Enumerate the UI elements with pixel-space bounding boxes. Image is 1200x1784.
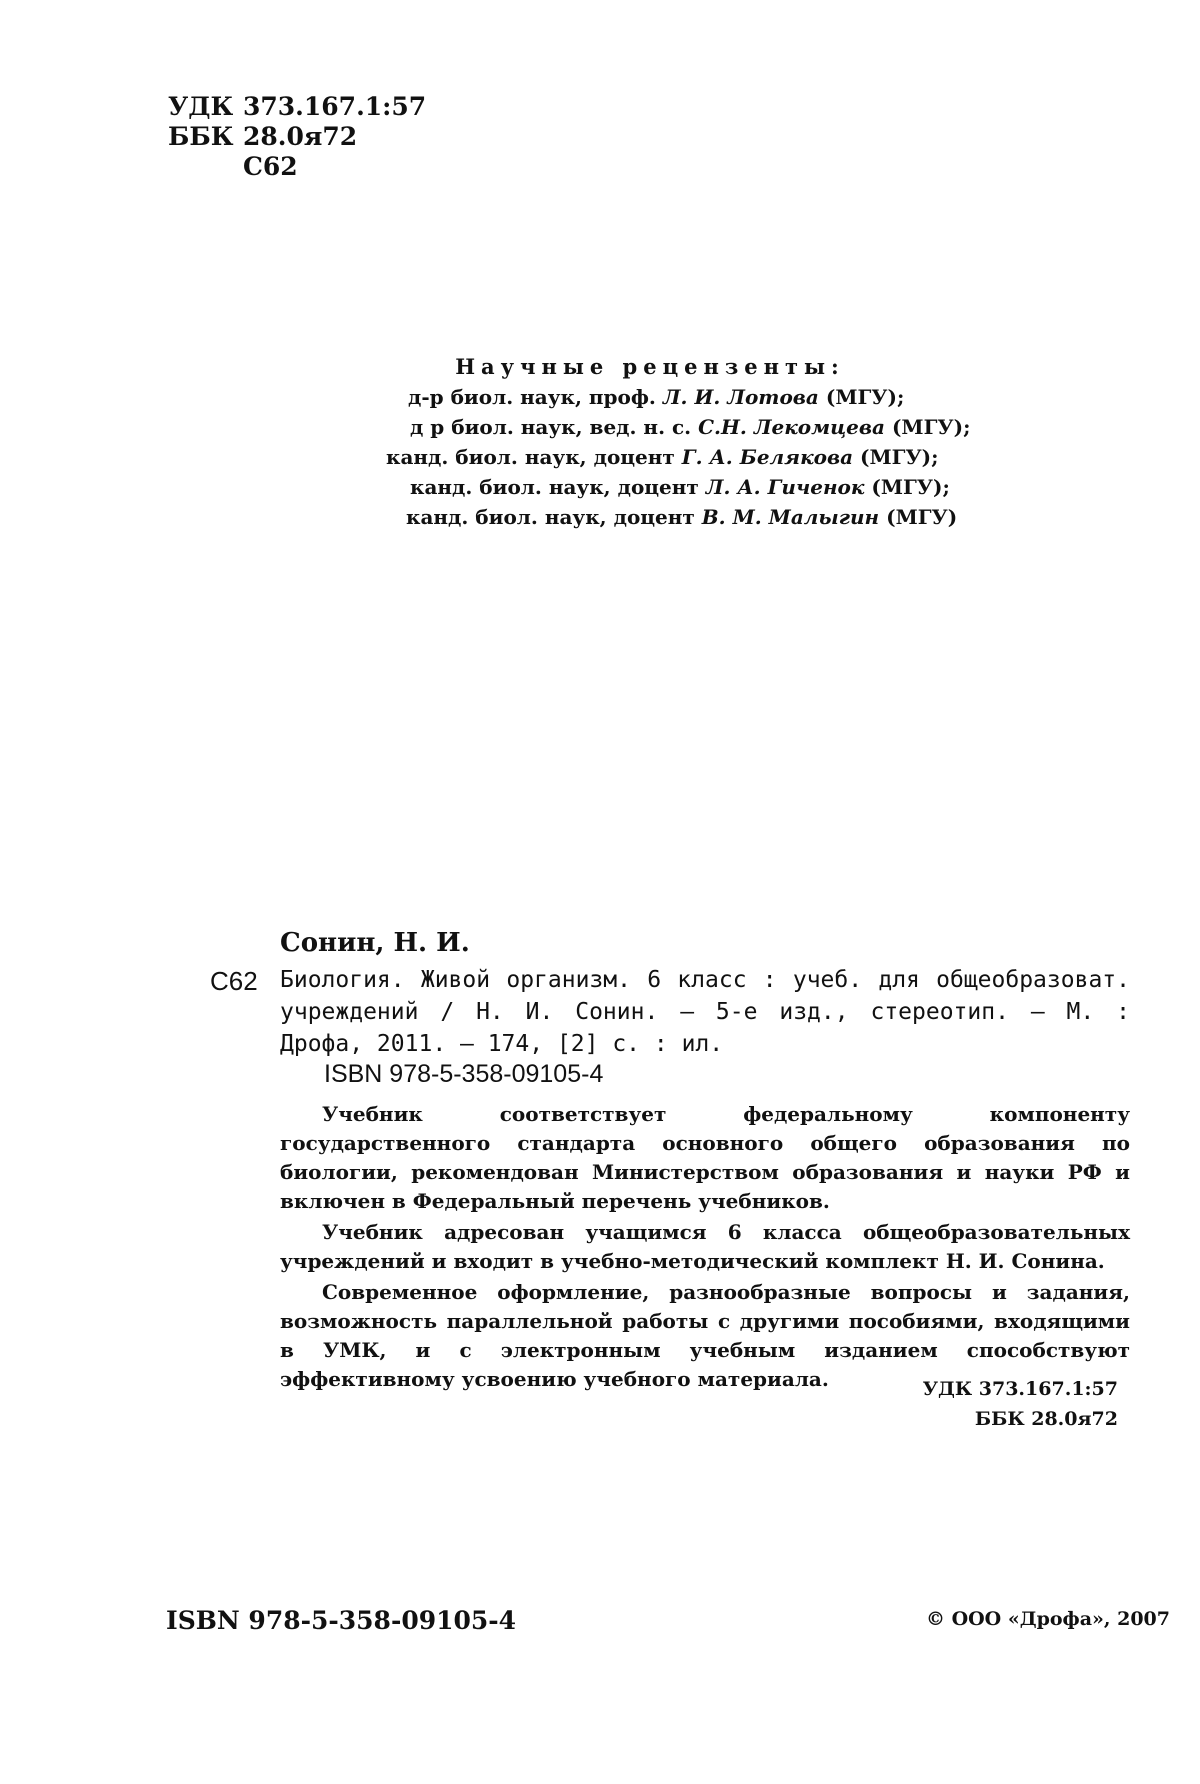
reviewer-title: д р биол. наук, вед. н. с.	[410, 415, 699, 439]
udk-value: 373.167.1:57	[243, 92, 427, 121]
reviewer-name: С.Н. Лекомцева	[698, 415, 885, 439]
footer-copyright: © ООО «Дрофа», 2007	[925, 1608, 1170, 1630]
reviewer-affiliation: (МГУ);	[885, 415, 971, 439]
annotation-paragraph: Учебник адресован учащимся 6 класса общеобразовательных учреждений и входит в учебно-методический комплект Н. И. Сонина.	[280, 1220, 1130, 1273]
reviewer-title: канд. биол. наук, доцент	[386, 445, 682, 469]
udk-label: УДК	[168, 92, 234, 121]
record-description: Биология. Живой организм. 6 класс : учеб. для общеобразоват. учреждений / Н. И. Сонин. — 5-е изд., стереотип. — М. : Дрофа, 2011. — 174, [2] с. : ил.	[280, 967, 1130, 1057]
annotation-paragraph: Современное оформление, разнообразные вопросы и задания, возможность параллельной работы с другими пособиями, входящими в УМК, и с электронным учебным изданием способствуют эффективному усвоению учебного материала.	[280, 1280, 1130, 1391]
record-author-mark: С62	[210, 966, 258, 996]
reviewer-name: В. М. Малыгин	[701, 505, 880, 529]
classification-codes	[168, 92, 426, 182]
reviewer-affiliation: (МГУ)	[879, 505, 958, 529]
reviewer-title: канд. биол. наук, доцент	[406, 505, 702, 529]
record-annotation	[280, 1100, 1130, 1396]
reviewer-line	[380, 472, 1000, 502]
reviewers-block	[380, 352, 1000, 532]
record-classification	[923, 1374, 1118, 1434]
bbk-value: 28.0я72	[243, 122, 358, 151]
author-mark: С62	[243, 152, 298, 181]
footer-isbn: ISBN 978-5-358-09105-4	[166, 1606, 517, 1635]
reviewer-name: Л. А. Гиченок	[705, 475, 865, 499]
reviewers-heading: Научные рецензенты:	[455, 354, 845, 379]
reviewer-line	[380, 502, 1000, 532]
annotation-paragraph: Учебник соответствует федеральному компоненту государственного стандарта основного общего образования по биологии, рекомендован Министерством образования и науки РФ и включен в Федеральный перечень учебников.	[280, 1102, 1130, 1213]
reviewer-affiliation: (МГУ);	[853, 445, 939, 469]
record-udk: УДК 373.167.1:57	[922, 1378, 1118, 1400]
reviewer-affiliation: (МГУ);	[818, 385, 905, 409]
reviewer-name: Л. И. Лотова	[662, 385, 819, 409]
reviewer-affiliation: (МГУ);	[864, 475, 950, 499]
reviewer-name: Г. А. Белякова	[681, 445, 854, 469]
reviewer-title: канд. биол. наук, доцент	[410, 475, 706, 499]
reviewer-line	[380, 412, 1000, 442]
reviewer-title: д-р биол. наук, проф.	[408, 385, 663, 409]
bbk-label: ББК	[168, 122, 234, 151]
reviewer-line	[380, 382, 1000, 412]
reviewer-line	[380, 442, 1000, 472]
record-isbn: ISBN 978-5-358-09105-4	[324, 1060, 604, 1088]
record-bbk: ББК 28.0я72	[974, 1408, 1118, 1430]
record-author: Сонин, Н. И.	[280, 928, 470, 958]
